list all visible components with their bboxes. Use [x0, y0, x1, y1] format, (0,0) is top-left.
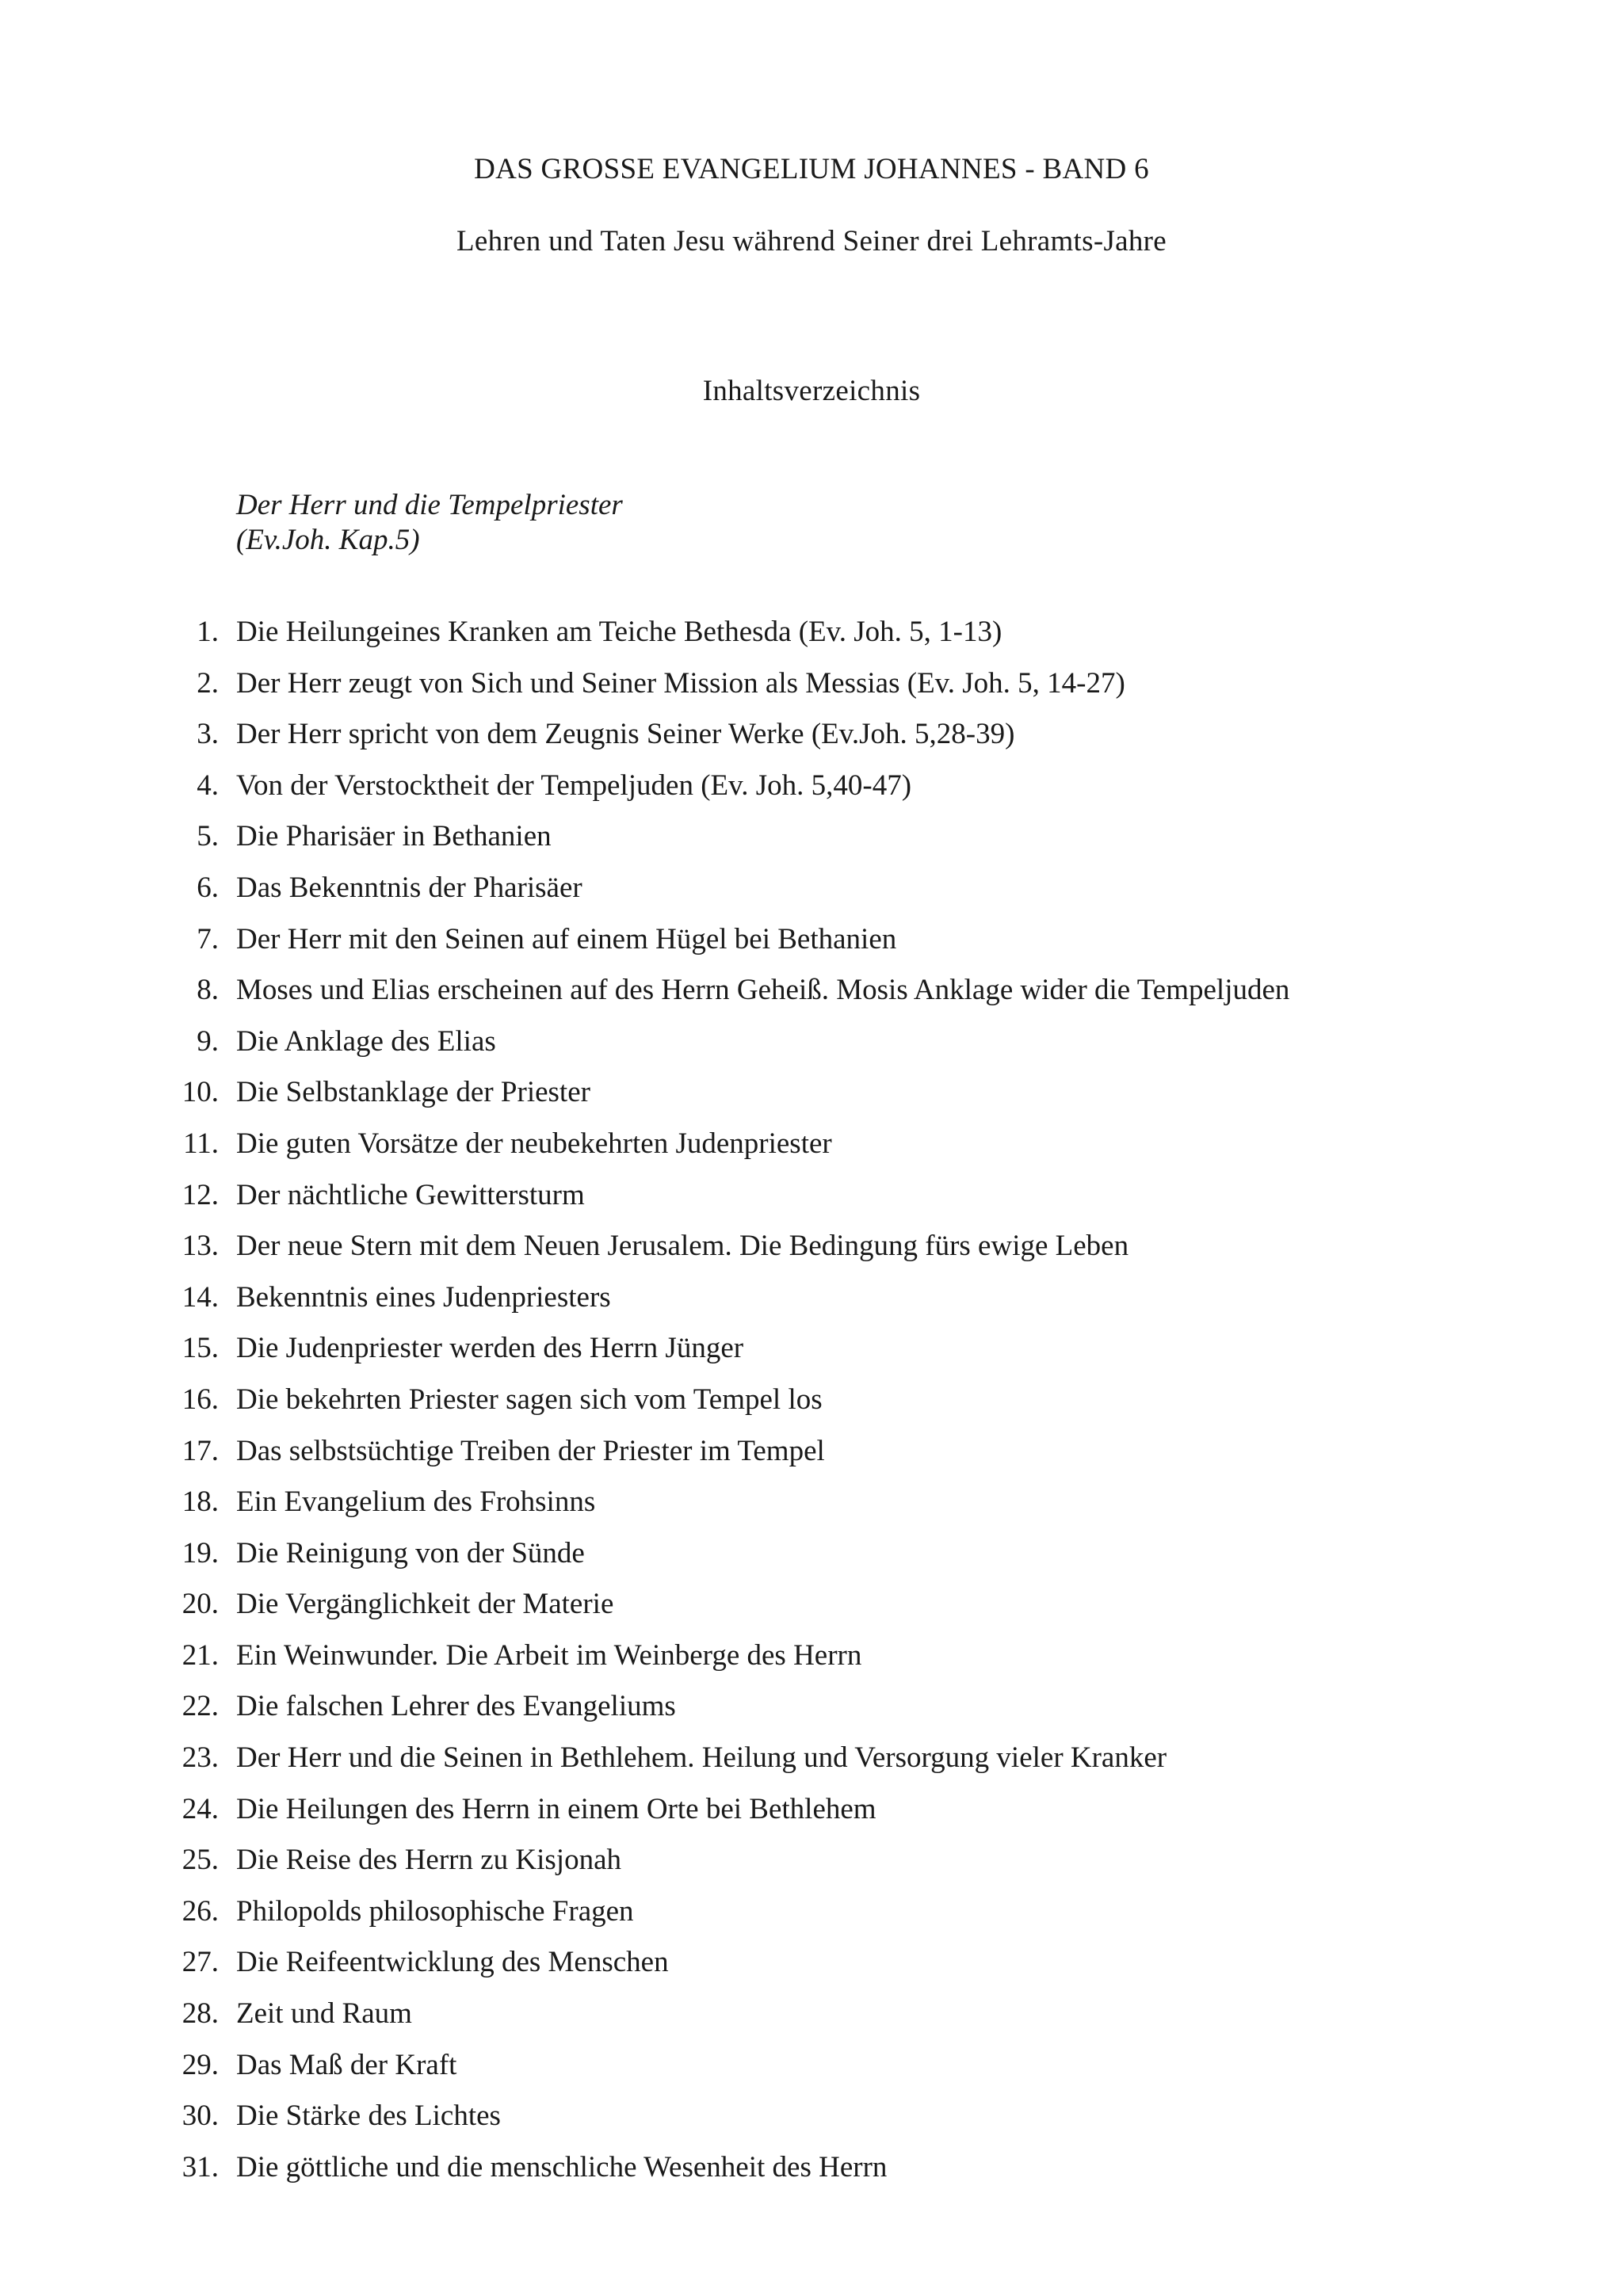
section-header	[236, 488, 623, 558]
toc-entry-title: Die Vergänglichkeit der Materie	[236, 1588, 614, 1621]
toc-entry-title: Die göttliche und die menschliche Wesenheit des Herrn	[236, 2150, 888, 2183]
toc-entry-title: Das Bekenntnis der Pharisäer	[236, 871, 582, 904]
toc-entry	[0, 1229, 1623, 1280]
toc-entry-title: Der Herr zeugt von Sich und Seiner Mission als Messias (Ev. Joh. 5, 14-27)	[236, 666, 1125, 700]
toc-entry	[0, 871, 1623, 922]
toc-entry-number: 25.	[181, 1844, 219, 1877]
toc-entry-title: Die Pharisäer in Bethanien	[236, 820, 552, 853]
toc-entry-title: Der neue Stern mit dem Neuen Jerusalem. Die Bedingung fürs ewige Leben	[236, 1230, 1129, 1263]
toc-entry-number: 13.	[181, 1230, 219, 1263]
toc-entry	[0, 769, 1623, 820]
toc-entry-number: 12.	[181, 1178, 219, 1211]
toc-list	[0, 615, 1623, 2201]
toc-entry	[0, 2048, 1623, 2100]
toc-entry-number: 26.	[181, 1894, 219, 1928]
toc-entry-number: 30.	[181, 2100, 219, 2133]
toc-entry	[0, 1997, 1623, 2048]
toc-entry	[0, 1485, 1623, 1536]
toc-entry-title: Die Heilungen des Herrn in einem Orte bei Bethlehem	[236, 1792, 876, 1825]
toc-entry-title: Das selbstsüchtige Treiben der Priester im Tempel	[236, 1434, 825, 1467]
toc-entry-title: Zeit und Raum	[236, 1997, 412, 2031]
section-title: Der Herr und die Tempelpriester	[236, 489, 623, 521]
section-reference: (Ev.Joh. Kap.5)	[236, 524, 420, 556]
toc-entry-number: 4.	[197, 769, 219, 802]
toc-entry-number: 16.	[181, 1383, 219, 1416]
toc-entry-number: 7.	[197, 922, 219, 955]
toc-entry-number: 21.	[181, 1638, 219, 1672]
toc-entry	[0, 1434, 1623, 1486]
toc-entry-number: 5.	[197, 820, 219, 853]
toc-entry-number: 24.	[181, 1792, 219, 1825]
toc-entry-title: Der nächtliche Gewittersturm	[236, 1178, 585, 1211]
toc-entry	[0, 1945, 1623, 1997]
toc-entry-number: 17.	[181, 1434, 219, 1467]
toc-entry	[0, 717, 1623, 769]
toc-entry-title: Ein Weinwunder. Die Arbeit im Weinberge des Herrn	[236, 1638, 862, 1672]
toc-entry	[0, 2150, 1623, 2202]
toc-entry	[0, 1075, 1623, 1127]
toc-entry	[0, 2099, 1623, 2150]
toc-entry-number: 20.	[181, 1588, 219, 1621]
toc-entry-title: Der Herr spricht von dem Zeugnis Seiner Werke (Ev.Joh. 5,28-39)	[236, 718, 1015, 751]
toc-entry	[0, 1843, 1623, 1894]
toc-entry-number: 29.	[181, 2048, 219, 2081]
toc-entry-title: Die Reise des Herrn zu Kisjonah	[236, 1844, 622, 1877]
toc-entry	[0, 1689, 1623, 1741]
toc-entry	[0, 819, 1623, 871]
toc-entry-title: Das Maß der Kraft	[236, 2048, 457, 2081]
toc-entry-title: Der Herr und die Seinen in Bethlehem. Heilung und Versorgung vieler Kranker	[236, 1741, 1167, 1775]
toc-entry	[0, 666, 1623, 718]
toc-heading: Inhaltsverzeichnis	[702, 375, 921, 407]
toc-entry	[0, 1792, 1623, 1844]
toc-entry-title: Bekenntnis eines Judenpriesters	[236, 1280, 611, 1314]
toc-entry	[0, 1178, 1623, 1230]
toc-entry-number: 6.	[197, 871, 219, 904]
toc-entry	[0, 1894, 1623, 1946]
toc-entry-number: 14.	[181, 1280, 219, 1314]
toc-entry	[0, 1331, 1623, 1383]
toc-entry-title: Moses und Elias erscheinen auf des Herrn Geheiß. Mosis Anklage wider die Tempeljuden	[236, 974, 1290, 1007]
toc-entry	[0, 1638, 1623, 1690]
toc-entry-number: 15.	[181, 1332, 219, 1365]
toc-entry	[0, 615, 1623, 666]
toc-entry-number: 11.	[183, 1127, 219, 1160]
toc-entry-number: 1.	[197, 616, 219, 648]
toc-entry-number: 19.	[181, 1536, 219, 1569]
toc-entry	[0, 973, 1623, 1024]
toc-entry	[0, 922, 1623, 974]
toc-entry-number: 3.	[197, 718, 219, 751]
toc-entry-number: 9.	[197, 1024, 219, 1058]
toc-entry-title: Die bekehrten Priester sagen sich vom Tempel los	[236, 1383, 823, 1416]
toc-entry-number: 28.	[181, 1997, 219, 2031]
toc-entry-title: Die Heilungeines Kranken am Teiche Bethesda (Ev. Joh. 5, 1-13)	[236, 616, 1002, 648]
toc-entry-title: Die Selbstanklage der Priester	[236, 1076, 590, 1109]
toc-entry-number: 22.	[181, 1690, 219, 1723]
toc-entry-title: Ein Evangelium des Frohsinns	[236, 1486, 596, 1519]
toc-entry	[0, 1127, 1623, 1178]
toc-entry-title: Der Herr mit den Seinen auf einem Hügel bei Bethanien	[236, 922, 897, 955]
toc-entry	[0, 1383, 1623, 1434]
toc-entry-number: 27.	[181, 1946, 219, 1979]
toc-entry-number: 2.	[197, 666, 219, 700]
toc-entry-number: 31.	[181, 2150, 219, 2183]
toc-entry	[0, 1280, 1623, 1332]
toc-entry	[0, 1741, 1623, 1792]
document-title: DAS GROSSE EVANGELIUM JOHANNES - BAND 6	[474, 153, 1149, 185]
toc-entry-title: Die Reifeentwicklung des Menschen	[236, 1946, 669, 1979]
toc-entry-number: 18.	[181, 1486, 219, 1519]
toc-entry-title: Philopolds philosophische Fragen	[236, 1894, 634, 1928]
toc-entry	[0, 1536, 1623, 1588]
toc-entry-number: 8.	[197, 974, 219, 1007]
toc-entry-title: Die Reinigung von der Sünde	[236, 1536, 585, 1569]
toc-entry-title: Die Stärke des Lichtes	[236, 2100, 501, 2133]
toc-entry-number: 10.	[181, 1076, 219, 1109]
toc-entry	[0, 1024, 1623, 1076]
toc-entry-title: Die Judenpriester werden des Herrn Jünger	[236, 1332, 744, 1365]
toc-entry-title: Die Anklage des Elias	[236, 1024, 496, 1058]
toc-entry-title: Von der Verstocktheit der Tempeljuden (Ev. Joh. 5,40-47)	[236, 769, 912, 802]
toc-entry	[0, 1587, 1623, 1638]
toc-entry-number: 23.	[181, 1741, 219, 1775]
toc-entry-title: Die guten Vorsätze der neubekehrten Judenpriester	[236, 1127, 832, 1160]
toc-entry-title: Die falschen Lehrer des Evangeliums	[236, 1690, 676, 1723]
document-subtitle: Lehren und Taten Jesu während Seiner drei Lehramts-Jahre	[456, 225, 1167, 257]
